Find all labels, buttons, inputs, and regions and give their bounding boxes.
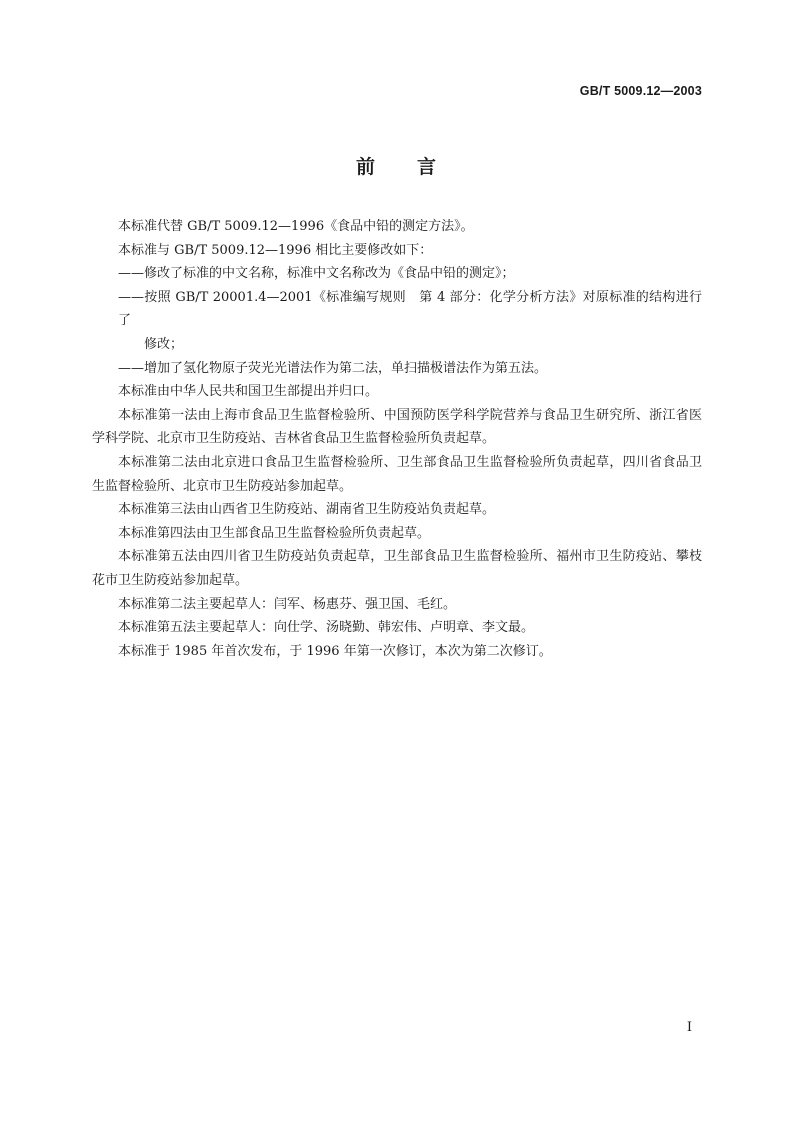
foreword-body [92,215,702,663]
paragraph-method-5: 本标准第五法由四川省卫生防疫站负责起草，卫生部食品卫生监督检验所、福州市卫生防疫站、攀枝花市卫生防疫站参加起草。 [92,549,702,588]
change-item-2 [92,286,702,357]
change-item-2-line2: 修改； [144,336,184,352]
title-char-2: 言 [417,156,439,178]
paragraph-method-2: 本标准第二法由北京进口食品卫生监督检验所、卫生部食品卫生监督检验所负责起草，四川省食品卫生监督检验所、北京市卫生防疫站参加起草。 [92,454,702,494]
paragraph-drafters-method-2: 本标准第二法主要起草人：闫军、杨惠芬、强卫国、毛红。 [118,596,457,612]
paragraph-history: 本标准于 1985 年首次发布，于 1996 年第一次修订，本次为第二次修订。 [118,643,552,659]
standard-code: GB/T 5009.12—2003 [579,84,702,98]
paragraph-changes-intro: 本标准与 GB/T 5009.12—1996 相比主要修改如下： [118,242,433,258]
paragraph-method-3: 本标准第三法由山西省卫生防疫站、湖南省卫生防疫站负责起草。 [118,502,496,518]
change-item-3: ——增加了氢化物原子荧光光谱法作为第二法，单扫描极谱法作为第五法。 [118,360,548,376]
paragraph-proposer: 本标准由中华人民共和国卫生部提出并归口。 [118,384,379,400]
paragraph-drafters-method-5: 本标准第五法主要起草人：向仕学、汤晓勤、韩宏伟、卢明章、李文最。 [118,620,535,636]
paragraph-method-4: 本标准第四法由卫生部食品卫生监督检验所负责起草。 [118,525,431,541]
title-char-1: 前 [355,156,377,178]
change-item-1: ——修改了标准的中文名称，标准中文名称改为《食品中铅的测定》； [118,266,515,282]
paragraph-replaces: 本标准代替 GB/T 5009.12—1996《食品中铅的测定方法》。 [118,219,474,234]
page-title [0,152,794,179]
paragraph-method-1: 本标准第一法由上海市食品卫生监督检验所、中国预防医学科学院营养与食品卫生研究所、浙江省医学科学院、北京市卫生防疫站、吉林省食品卫生监督检验所负责起草。 [92,407,702,447]
change-item-2-line1: ——按照 GB/T 20001.4—2001《标准编写规则 第 4 部分：化学分析方法》对原标准的结构进行了 [118,289,702,329]
page-number: I [686,1020,692,1035]
